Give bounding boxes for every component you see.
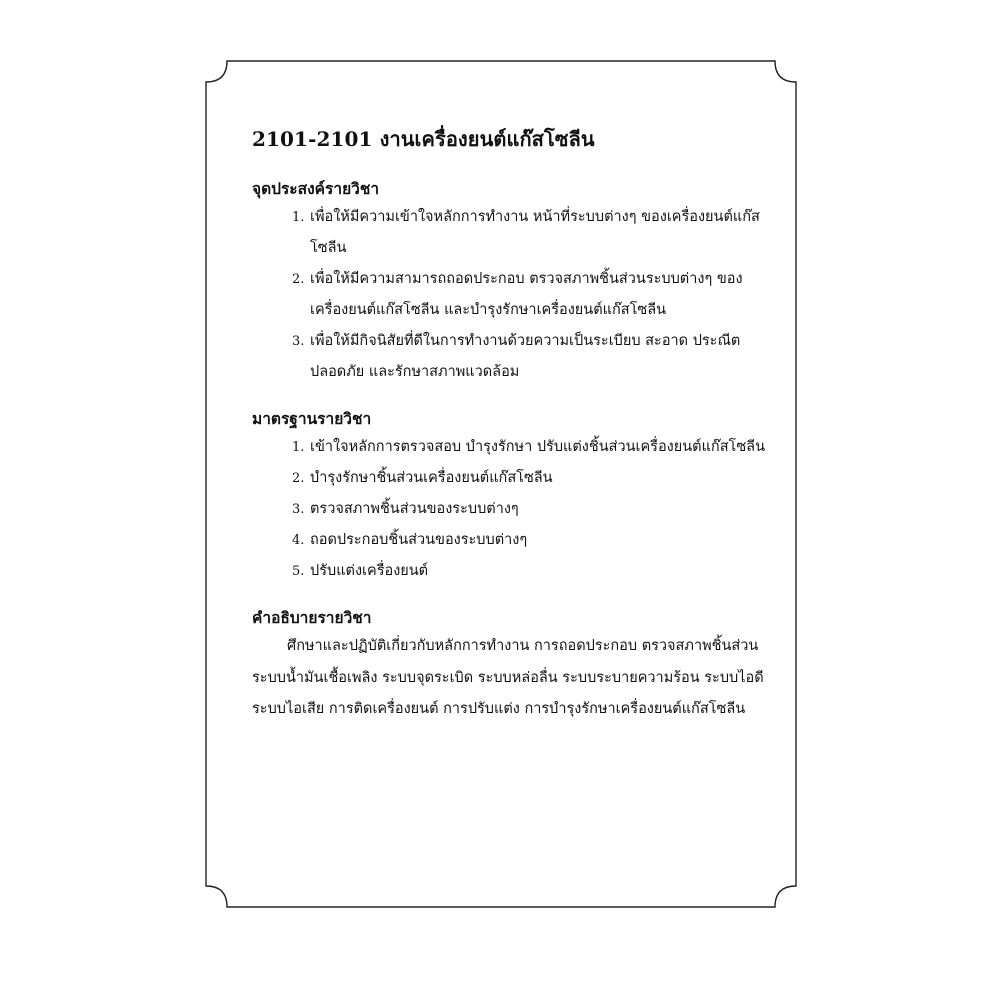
list-item: 4. ถอดประกอบชิ้นส่วนของระบบต่างๆ — [292, 532, 528, 548]
list-item: 2. เพื่อให้มีความสามารถถอดประกอบ ตรวจสภาพชิ้นส่วนระบบต่างๆ ของเครื่องยนต์แก๊สโซลีน และบำรุงรักษาเครื่องยนต์แก๊สโซลีน — [292, 271, 743, 318]
list-item: 1. เข้าใจหลักการตรวจสอบ บำรุงรักษา ปรับแต่งชิ้นส่วนเครื่องยนต์แก๊สโซลีน — [292, 439, 765, 455]
description-paragraph: ศึกษาและปฏิบัติเกี่ยวกับหลักการทำงาน การถอดประกอบ ตรวจสภาพชิ้นส่วนระบบน้ำมันเชื้อเพลิง ระบบจุดระเบิด ระบบหล่อลื่น ระบบระบายความร้อน ระบบไอดี ระบบไอเสีย การติดเครื่องยนต์ การปรับแต่ง การบำรุงรักษาเครื่องยนต์แก๊สโซลีน — [252, 638, 764, 717]
list-item: 3. ตรวจสภาพชิ้นส่วนของระบบต่างๆ — [292, 501, 519, 517]
list-item: 1. เพื่อให้มีความเข้าใจหลักการทำงาน หน้าที่ระบบต่างๆ ของเครื่องยนต์แก๊สโซลีน — [292, 209, 760, 256]
list-item: 3. เพื่อให้มีกิจนิสัยที่ดีในการทำงานด้วยความเป็นระเบียบ สะอาด ประณีต ปลอดภัย และรักษาสภาพแวดล้อม — [292, 333, 741, 380]
standards-list — [252, 432, 767, 587]
list-item: 5. ปรับแต่งเครื่องยนต์ — [292, 563, 429, 579]
section-heading-standards: มาตรฐานรายวิชา — [252, 409, 372, 428]
section-heading-description: คำอธิบายรายวิชา — [252, 608, 372, 627]
document-body — [252, 122, 767, 726]
document-title: 2101-2101 งานเครื่องยนต์แก๊สโซลีน — [252, 127, 595, 151]
objectives-list — [252, 202, 767, 388]
list-item: 2. บำรุงรักษาชิ้นส่วนเครื่องยนต์แก๊สโซลีน — [292, 470, 553, 486]
section-heading-objectives: จุดประสงค์รายวิชา — [252, 179, 380, 198]
